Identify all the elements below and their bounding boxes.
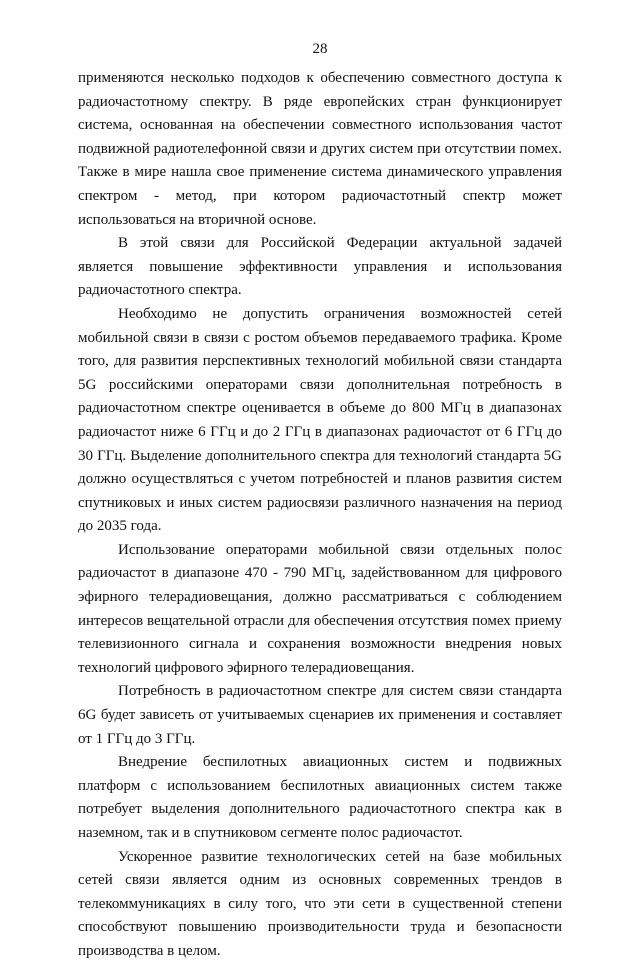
page-number: 28 (312, 41, 328, 57)
paragraph-3: Необходимо не допустить ограничения возможностей сетей мобильной связи в связи с ростом объемов передаваемого трафика. Кроме того, для развития перспективных технологий мобильной связи стандарта 5G российскими операторами связи дополнительная потребность в радиочастотном спектре оценивается в объеме до 800 МГц в диапазонах радиочастот ниже 6 ГГц и до 2 ГГц в диапазонах радиочастот от 6 ГГц до 30 ГГц. Выделение дополнительного спектра для технологий стандарта 5G должно осуществляться с учетом потребностей и планов развития систем спутниковых и иных систем радиосвязи различного назначения на период до 2035 года. (78, 305, 562, 535)
document-body (78, 67, 562, 964)
paragraph-2: В этой связи для Российской Федерации актуальной задачей является повышение эффективности управления и использования радиочастотного спектра. (78, 235, 562, 299)
paragraph-5: Потребность в радиочастотном спектре для систем связи стандарта 6G будет зависеть от учитываемых сценариев их применения и составляет от 1 ГГц до 3 ГГц. (78, 683, 562, 747)
paragraph-4: Использование операторами мобильной связи отдельных полос радиочастот в диапазоне 470 - 790 МГц, задействованном для цифрового эфирного телерадиовещания, должно рассматриваться с соблюдением интересов вещательной отрасли для обеспечения отсутствия помех приему телевизионного сигнала и сохранения возможности внедрения новых технологий цифрового эфирного телерадиовещания. (78, 541, 562, 676)
paragraph-1: применяются несколько подходов к обеспечению совместного доступа к радиочастотному спектру. В ряде европейских стран функционирует система, основанная на обеспечении совместного использования частот подвижной радиотелефонной связи и других систем при отсутствии помех. Также в мире нашла свое применение система динамического управления спектром - метод, при котором радиочастотный спектр может использоваться на вторичной основе. (78, 70, 562, 228)
paragraph-6: Внедрение беспилотных авиационных систем и подвижных платформ с использованием беспилотных авиационных систем также потребует выделения дополнительного радиочастотного спектра как в наземном, так и в спутниковом сегменте полос радиочастот. (78, 754, 562, 841)
paragraph-7: Ускоренное развитие технологических сетей на базе мобильных сетей связи является одним из основных современных трендов в телекоммуникациях в силу того, что эти сети в существенной степени способствуют повышению производительности труда и безопасности производства в целом. (78, 848, 562, 959)
